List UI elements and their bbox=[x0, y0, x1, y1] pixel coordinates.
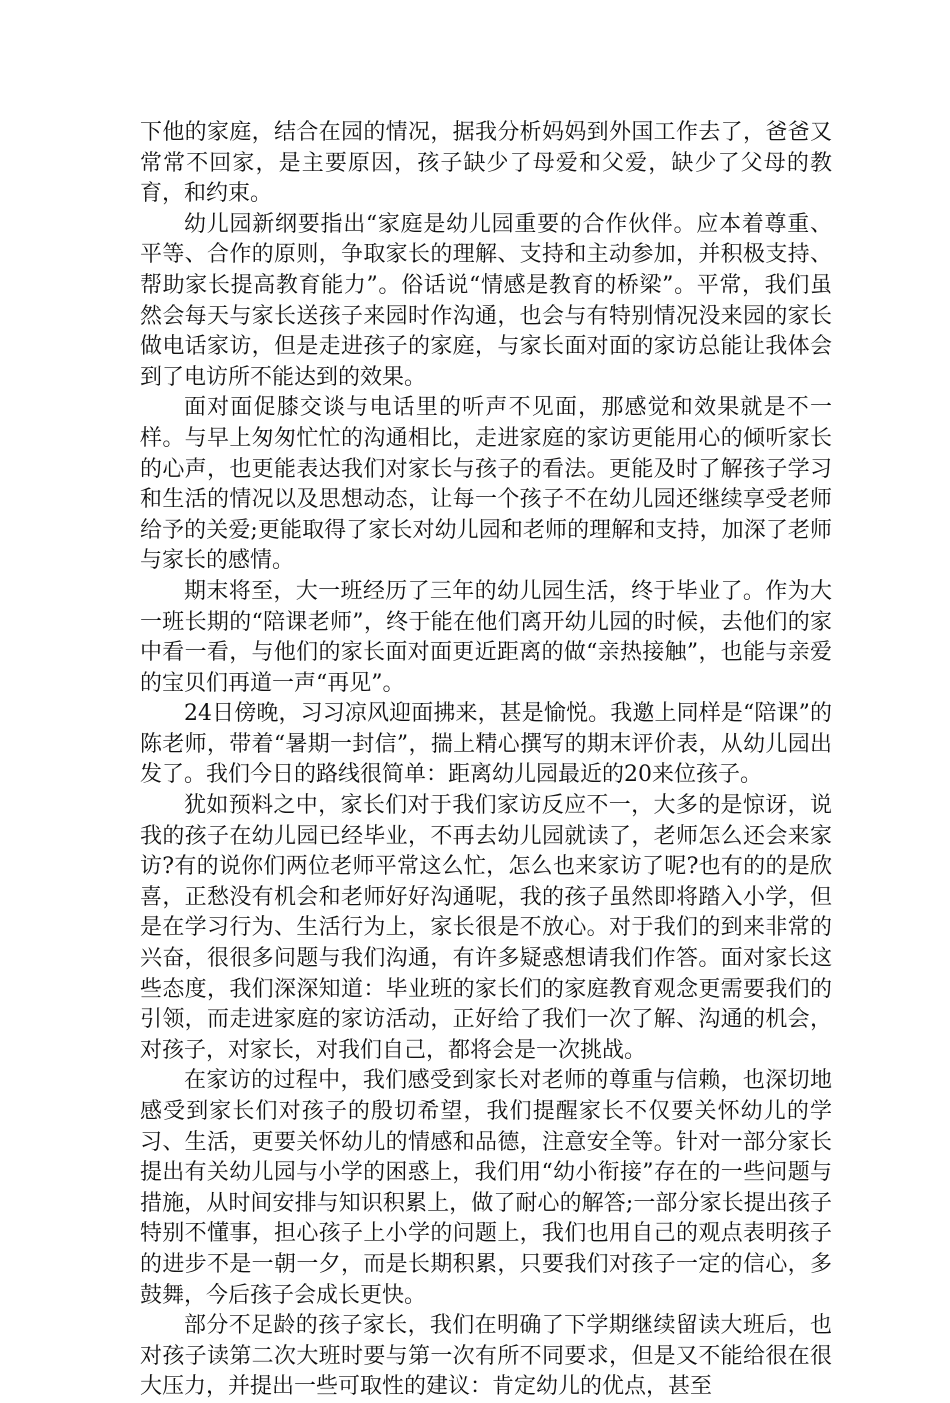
paragraph-5: 24日傍晚，习习凉风迎面拂来，甚是愉悦。我邀上同样是“陪课”的陈老师，带着“暑期一封信”，揣上精心撰写的期末评价表，从幼儿园出发了。我们今日的路线很简单：距离幼儿园最近的20来位孩子。 bbox=[140, 701, 832, 788]
paragraph-8: 部分不足龄的孩子家长，我们在明确了下学期继续留读大班后，也对孩子读第二次大班时要与第一次有所不同要求，但是又不能给很在很大压力，并提出一些可取性的建议：肯定幼儿的优点，甚至 bbox=[140, 1313, 832, 1400]
document-body bbox=[140, 118, 832, 1403]
paragraph-2: 幼儿园新纲要指出“家庭是幼儿园重要的合作伙伴。应本着尊重、平等、合作的原则，争取家长的理解、支持和主动参加，并积极支持、帮助家长提高教育能力”。俗话说“情感是教育的桥梁”。平常，我们虽然会每天与家长送孩子来园时作沟通，也会与有特别情况没来园的家长做电话家访，但是走进孩子的家庭，与家长面对面的家访总能让我体会到了电访所不能达到的效果。 bbox=[140, 211, 832, 390]
paragraph-6: 犹如预料之中，家长们对于我们家访反应不一，大多的是惊讶，说我的孩子在幼儿园已经毕业，不再去幼儿园就读了，老师怎么还会来家访?有的说你们两位老师平常这么忙，怎么也来家访了呢?也有的的是欣喜，正愁没有机会和老师好好沟通呢，我的孩子虽然即将踏入小学，但是在学习行为、生活行为上，家长很是不放心。对于我们的到来非常的兴奋，很很多问题与我们沟通，有许多疑惑想请我们作答。面对家长这些态度，我们深深知道：毕业班的家长们的家庭教育观念更需要我们的引领，而走进家庭的家访活动，正好给了我们一次了解、沟通的机会，对孩子，对家长，对我们自己，都将会是一次挑战。 bbox=[140, 793, 832, 1063]
paragraph-3: 面对面促膝交谈与电话里的听声不见面，那感觉和效果就是不一样。与早上匆匆忙忙的沟通相比，走进家庭的家访更能用心的倾听家长的心声，也更能表达我们对家长与孩子的看法。更能及时了解孩子学习和生活的情况以及思想动态，让每一个孩子不在幼儿园还继续享受老师给予的关爱;更能取得了家长对幼儿园和老师的理解和支持，加深了老师与家长的感情。 bbox=[140, 395, 832, 574]
paragraph-1: 下他的家庭，结合在园的情况，据我分析妈妈到外国工作去了，爸爸又常常不回家，是主要原因，孩子缺少了母爱和父爱，缺少了父母的教育，和约束。 bbox=[140, 120, 832, 207]
paragraph-4: 期末将至，大一班经历了三年的幼儿园生活，终于毕业了。作为大一班长期的“陪课老师”，终于能在他们离开幼儿园的时候，去他们的家中看一看，与他们的家长面对面更近距离的做“亲热接触”，也能与亲爱的宝贝们再道一声“再见”。 bbox=[140, 578, 832, 696]
paragraph-7: 在家访的过程中，我们感受到家长对老师的尊重与信赖，也深切地感受到家长们对孩子的殷切希望，我们提醒家长不仅要关怀幼儿的学习、生活，更要关怀幼儿的情感和品德，注意安全等。针对一部分家长提出有关幼儿园与小学的困惑上，我们用“幼小衔接”存在的一些问题与措施，从时间安排与知识积累上，做了耐心的解答;一部分家长提出孩子特别不懂事，担心孩子上小学的问题上，我们也用自己的观点表明孩子的进步不是一朝一夕，而是长期积累，只要我们对孩子一定的信心，多鼓舞，今后孩子会成长更快。 bbox=[140, 1068, 832, 1308]
